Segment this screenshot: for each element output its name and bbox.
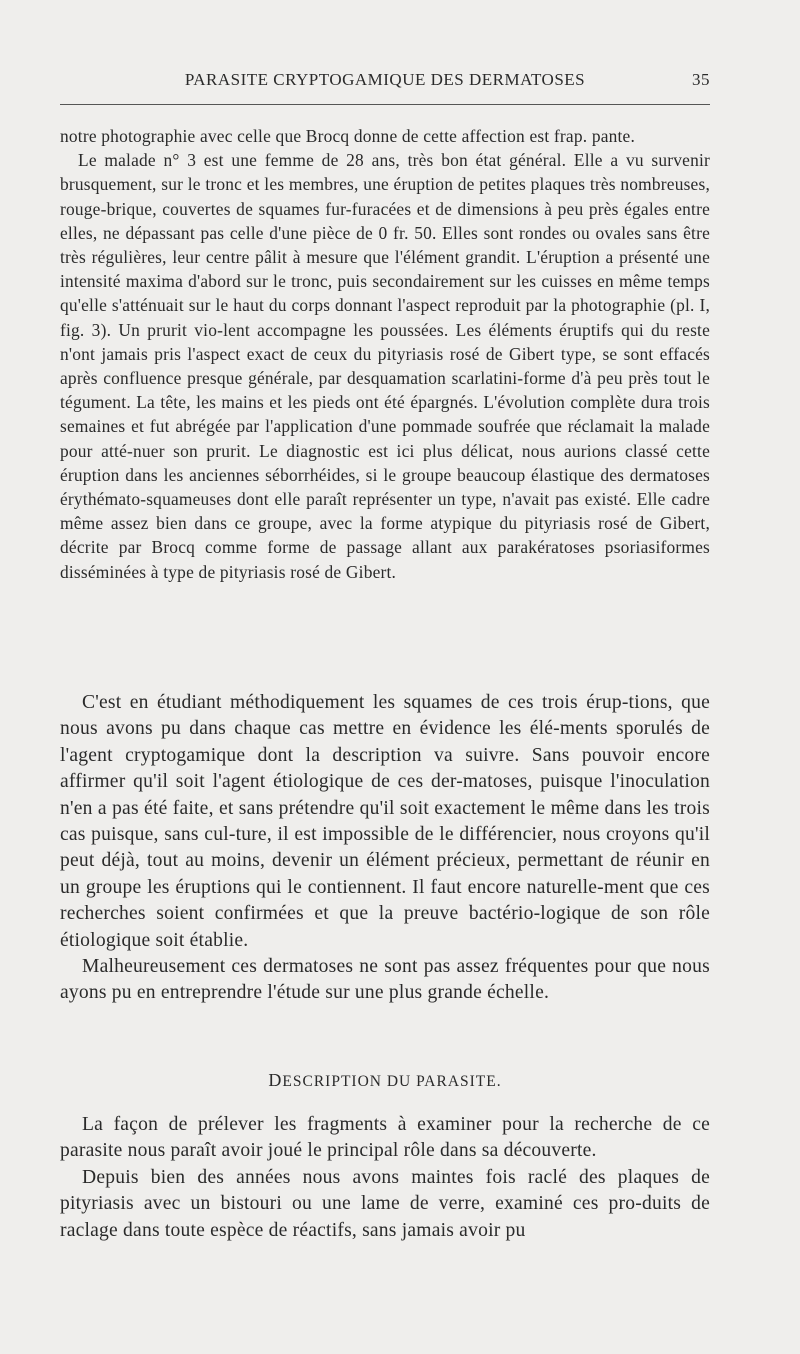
paragraph: notre photographie avec celle que Brocq donne de cette affection est frap. pante. [60, 126, 636, 146]
section-heading-initial: D [268, 1070, 283, 1090]
running-head [60, 70, 710, 94]
parasite-description-block [60, 1112, 710, 1244]
paragraph: Le malade n° 3 est une femme de 28 ans, très bon état général. Elle a vu survenir brusquement, sur le tronc et les membres, une éruption de petites plaques très nombreuses, rouge-brique, couvertes de squames fur-furacées et de dimensions à peu près égales entre elles, ne dépassant pas celle d'une pièce de 0 fr. 50. Elles sont rondes ou ovales sans être très régulières, leur centre pâlit à mesure que l'élément grandit. L'éruption a présenté une intensité maxima d'abord sur le tronc, puis secondairement sur les cuisses en même temps qu'elle s'atténuait sur le haut du corps donnant l'aspect reproduit par la photographie (pl. I, fig. 3). Un prurit vio-lent accompagne les poussées. Les éléments éruptifs qui du reste n'ont jamais pris l'aspect exact de ceux du pityriasis rosé de Gibert type, se sont effacés après confluence presque générale, par desquamation scarlatini-forme d'à peu près tout le tégument. La tête, les mains et les pieds ont été épargnés. L'évolution complète dura trois semaines et fut abrégée par l'application d'une pommade soufrée que réclamait la malade pour atté-nuer son prurit. Le diagnostic est ici plus délicat, nous aurions classé cette éruption dans les anciennes séborrhéides, si le groupe beaucoup élastique des dermatoses érythémato-squameuses dont elle paraît représenter un type, n'avait pas existé. Elle cadre même assez bien dans ce groupe, avec la forme atypique du pityriasis rosé de Gibert, décrite par Brocq comme forme de passage allant aux parakératoses psoriasiformes disséminées à type de pityriasis rosé de Gibert. [60, 150, 710, 582]
paragraph: Depuis bien des années nous avons maintes fois raclé des plaques de pityriasis avec un bistouri ou une lame de verre, examiné ces pro-duits de raclage dans toute espèce de réactifs, sans jamais avoir pu [60, 1166, 710, 1241]
header-rule [60, 104, 710, 105]
paragraph: La façon de prélever les fragments à examiner pour la recherche de ce parasite nous paraît avoir joué le principal rôle dans sa découverte. [60, 1114, 710, 1162]
paragraph: Malheureusement ces dermatoses ne sont pas assez fréquentes pour que nous ayons pu en entreprendre l'étude sur une plus grande échelle. [60, 956, 710, 1004]
section-heading-rest: ESCRIPTION DU PARASITE. [282, 1073, 502, 1090]
paragraph: C'est en étudiant méthodiquement les squames de ces trois érup-tions, que nous avons pu dans chaque cas mettre en évidence les élé-ments sporulés de l'agent cryptogamique dont la description va suivre. Sans pouvoir encore affirmer qu'il soit l'agent étiologique de ces der-matoses, puisque l'inoculation n'en a pas été faite, et sans prétendre qu'il soit exactement le même dans les trois cas puisque, sans cul-ture, il est impossible de le différencier, nous croyons qu'il peut déjà, tout au moins, devenir un élément précieux, permettant de réunir en un groupe les éruptions qui le contiennent. Il faut encore naturelle-ment que ces recherches soient confirmées et que la preuve bactério-logique de son rôle étiologique soit établie. [60, 692, 710, 951]
case-description-block [60, 124, 710, 584]
running-title: PARASITE CRYPTOGAMIQUE DES DERMATOSES [184, 70, 586, 89]
section-heading [60, 1070, 710, 1091]
discussion-block [60, 690, 710, 1007]
page-number: 35 [692, 70, 710, 89]
